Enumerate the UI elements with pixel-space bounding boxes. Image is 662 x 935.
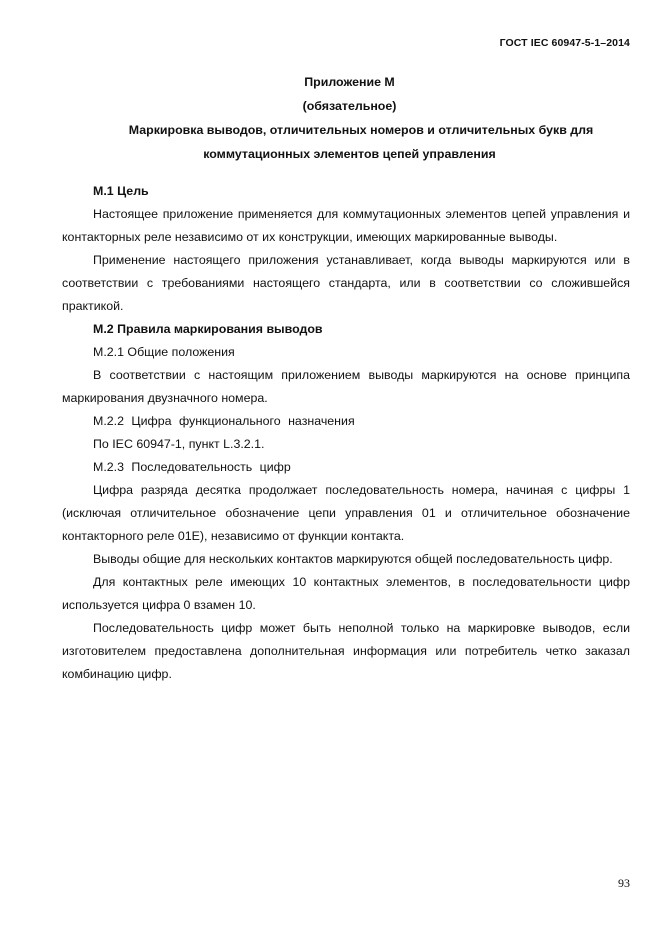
- section-heading-m2: М.2 Правила маркирования выводов: [93, 322, 323, 336]
- page-number: 93: [618, 876, 630, 890]
- annex-title: Приложение М: [304, 75, 395, 89]
- annex-status: (обязательное): [302, 99, 397, 113]
- subsection-title-m21: М.2.1 Общие положения: [93, 345, 235, 359]
- paragraph: Цифра разряда десятка продолжает последовательность номера, начиная с цифры 1 (исключая отличительное обозначение цепи управления 01 и отличительное обозначение контакторного реле 01Е), независимо от функции контакта.: [62, 483, 630, 543]
- annex-titles: [0, 70, 662, 166]
- subsection-title-m22: М.2.2 Цифра функционального назначения: [93, 414, 355, 428]
- paragraph: В соответствии с настоящим приложением выводы маркируются на основе принципа маркирования двузначного номера.: [62, 368, 630, 405]
- paragraph: Последовательность цифр может быть неполной только на маркировке выводов, если изготовителем предоставлена дополнительная информация или потребитель четко заказал комбинацию цифр.: [62, 621, 630, 681]
- standard-code: ГОСТ IEC 60947-5-1–2014: [499, 37, 630, 49]
- paragraph: Применение настоящего приложения устанавливает, когда выводы маркируются или в соответствии с требованиями настоящего стандарта, или в соответствии со сложившейся практикой.: [62, 253, 630, 313]
- subsection-title-m23: М.2.3 Последовательность цифр: [93, 460, 291, 474]
- annex-heading-line2: коммутационных элементов цепей управления: [203, 147, 496, 161]
- paragraph: По IEC 60947-1, пункт L.3.2.1.: [93, 437, 265, 451]
- paragraph: Для контактных реле имеющих 10 контактных элементов, в последовательности цифр используется цифра 0 взамен 10.: [62, 575, 630, 612]
- paragraph: Выводы общие для нескольких контактов маркируются общей последовательность цифр.: [93, 552, 613, 566]
- annex-heading-line1: Маркировка выводов, отличительных номеров и отличительных букв для: [128, 123, 594, 137]
- section-heading-m1: М.1 Цель: [93, 184, 149, 198]
- paragraph: Настоящее приложение применяется для коммутационных элементов цепей управления и контакторных реле независимо от их конструкции, имеющих маркированные выводы.: [62, 207, 630, 244]
- document-body: [62, 180, 630, 686]
